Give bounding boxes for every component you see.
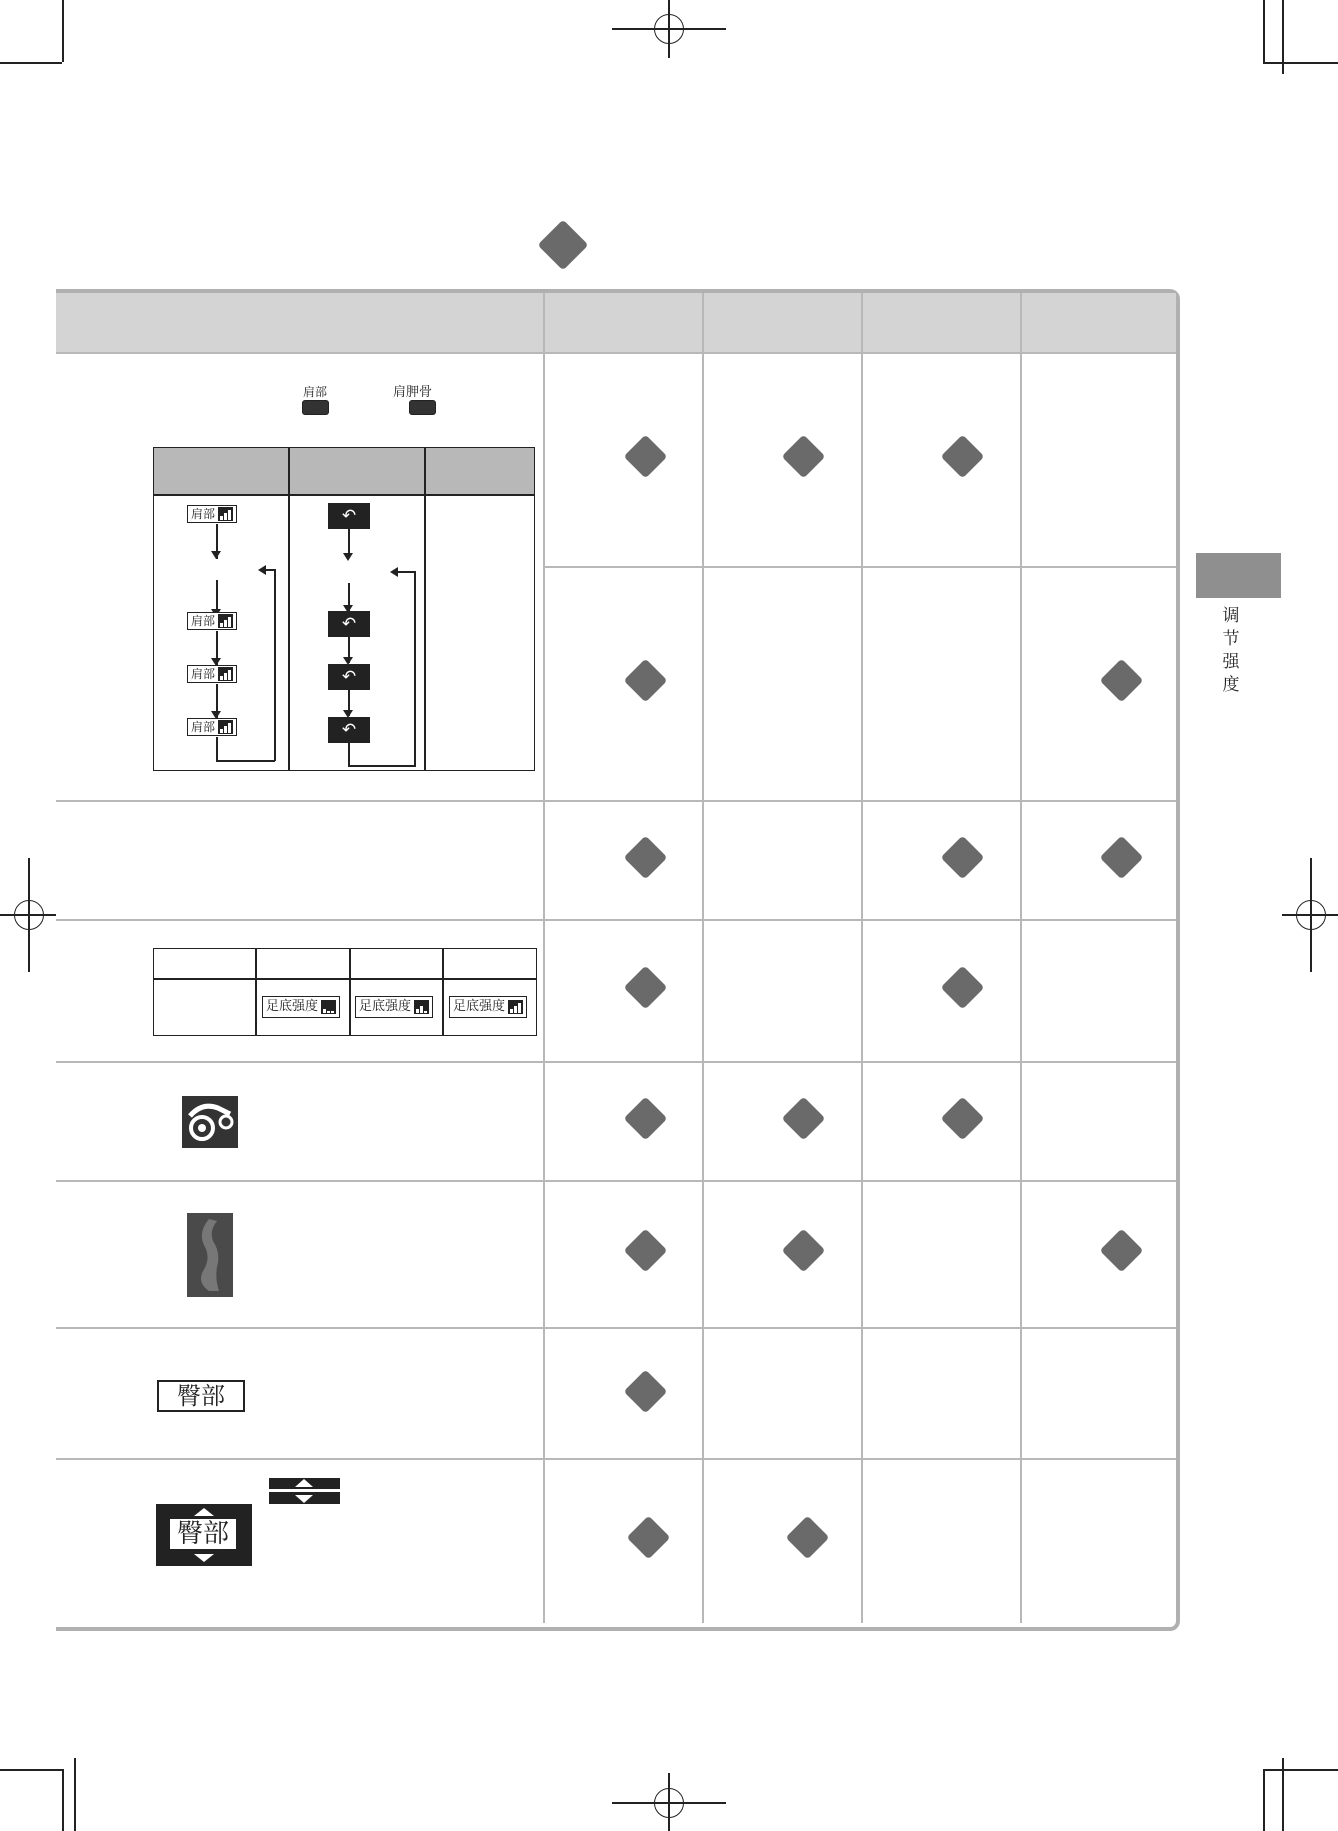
scapula-button[interactable]	[409, 400, 436, 415]
flow-table-header	[154, 448, 534, 495]
hip-position-icon: 臀部	[156, 1504, 252, 1566]
foot-intensity-medium: 足底强度	[355, 996, 433, 1018]
title-diamond-icon	[538, 220, 589, 271]
scapula-button-label: 肩胛骨	[393, 385, 433, 400]
up-down-arrows-icon	[269, 1478, 340, 1504]
back-arrow-icon: ↶	[328, 717, 370, 743]
side-tab[interactable]	[1196, 553, 1281, 598]
roller-massage-icon	[182, 1096, 238, 1148]
foot-intensity-low: 足底强度	[262, 996, 340, 1018]
leg-silhouette-icon	[187, 1213, 233, 1297]
table-header-row	[56, 293, 1176, 352]
shoulder-button-label: 肩部	[303, 385, 328, 399]
back-arrow-icon: ↶	[328, 503, 370, 529]
shoulder-button[interactable]	[302, 400, 329, 415]
back-arrow-icon: ↶	[328, 664, 370, 690]
foot-table	[153, 948, 537, 1036]
back-arrow-icon: ↶	[328, 611, 370, 637]
foot-intensity-high: 足底强度	[449, 996, 527, 1018]
side-tab-text: 调 节 强 度	[1222, 606, 1240, 695]
hip-label-box: 臀部	[157, 1380, 245, 1412]
